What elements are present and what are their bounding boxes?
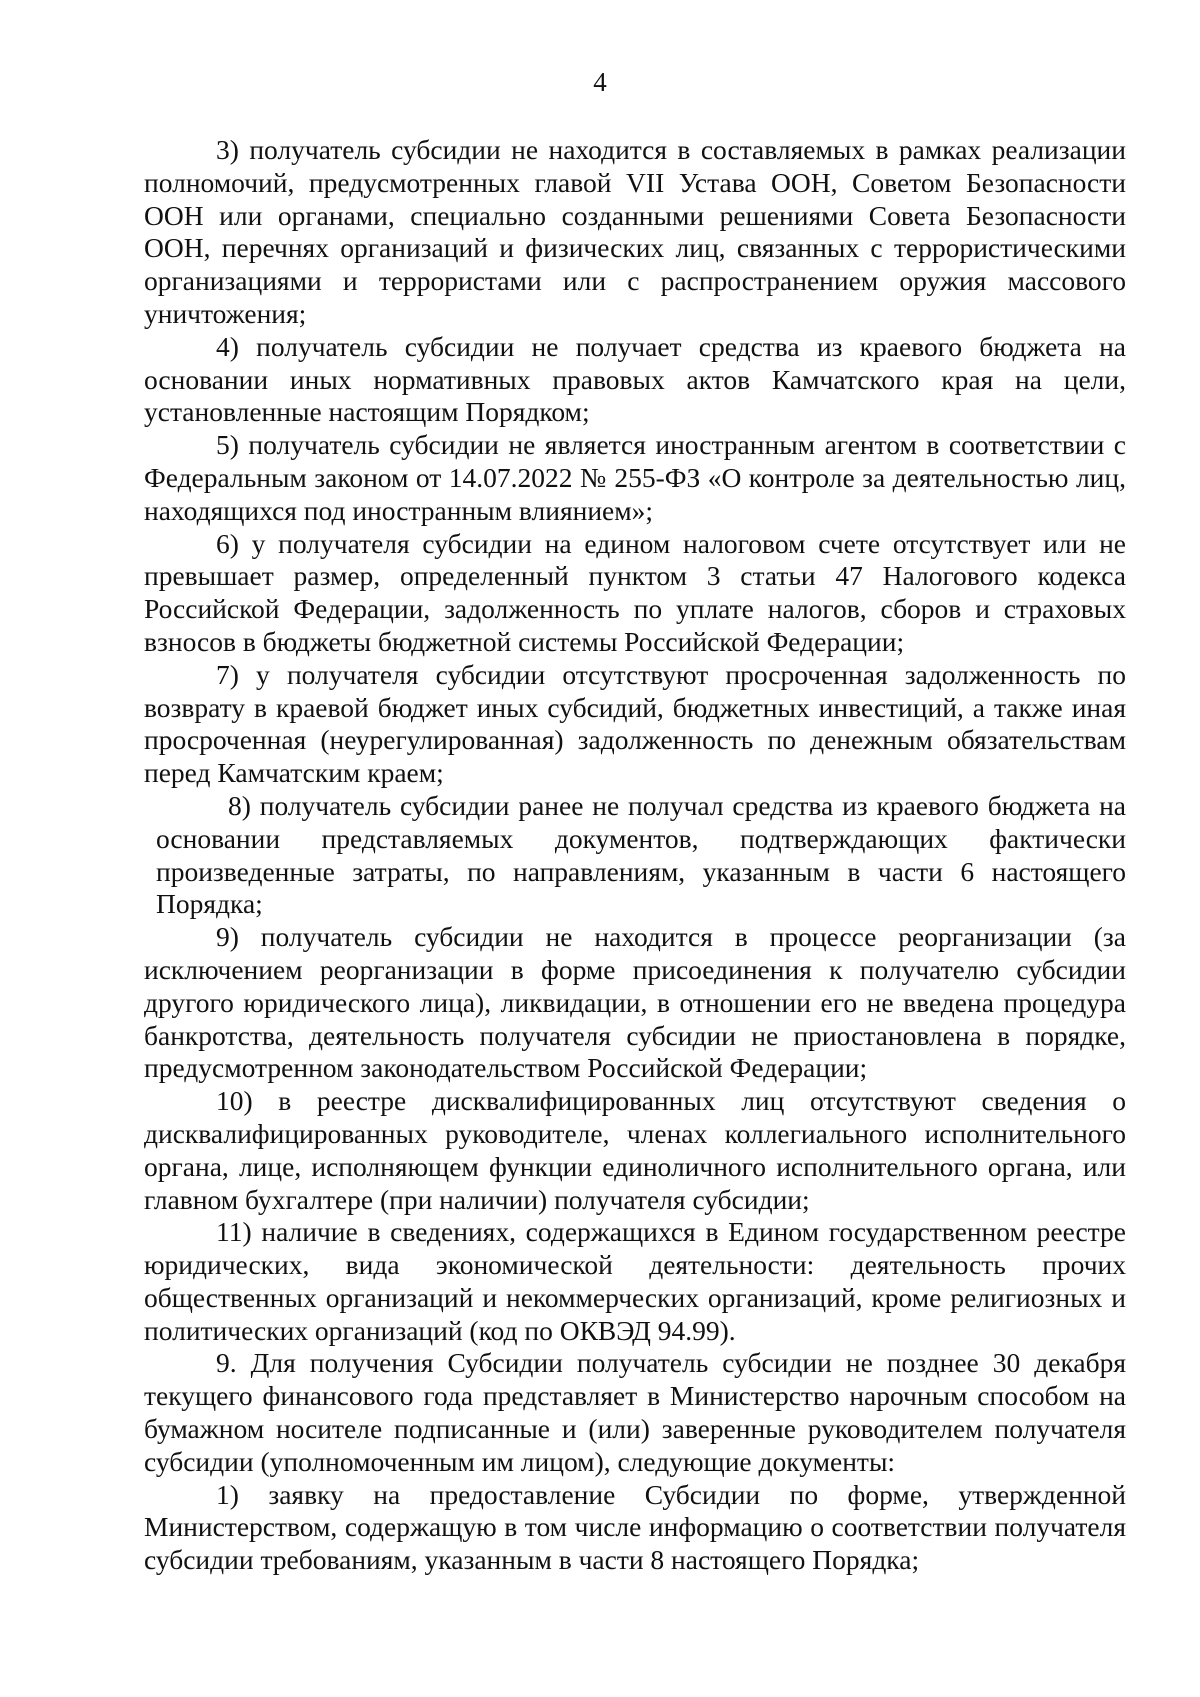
document-body <box>144 134 1126 1577</box>
paragraph-requirement-5: 5) получатель субсидии не является иностранным агентом в соответствии с Федеральным законом от 14.07.2022 № 255-ФЗ «О контроле за деятельностью лиц, находящихся под иностранным влиянием»; <box>144 429 1126 526</box>
paragraph-requirement-3: 3) получатель субсидии не находится в составляемых в рамках реализации полномочий, предусмотренных главой VII Устава ООН, Советом Безопасности ООН или органами, специально созданными решениями Совета Безопасности ООН, перечнях организаций и физических лиц, связанных с террористическими организациями и террористами или с распространением оружия массового уничтожения; <box>144 134 1126 329</box>
paragraph-requirement-10: 10) в реестре дисквалифицированных лиц отсутствуют сведения о дисквалифицированных руководителе, членах коллегиального исполнительного органа, лице, исполняющем функции единоличного исполнительного органа, или главном бухгалтере (при наличии) получателя субсидии; <box>144 1085 1126 1215</box>
paragraph-section-9: 9. Для получения Субсидии получатель субсидии не позднее 30 декабря текущего финансового года представляет в Министерство нарочным способом на бумажном носителе подписанные и (или) заверенные руководителем получателя субсидии (уполномоченным им лицом), следующие документы: <box>144 1347 1126 1477</box>
paragraph-requirement-7: 7) у получателя субсидии отсутствуют просроченная задолженность по возврату в краевой бюджет иных субсидий, бюджетных инвестиций, а также иная просроченная (неурегулированная) задолженность по денежным обязательствам перед Камчатским краем; <box>144 658 1126 789</box>
paragraph-document-1: 1) заявку на предоставление Субсидии по форме, утвержденной Министерством, содержащую в том числе информацию о соответствии получателя субсидии требованиям, указанным в части 8 настоящего Порядка; <box>144 1478 1126 1576</box>
paragraph-requirement-9: 9) получатель субсидии не находится в процессе реорганизации (за исключением реорганизации в форме присоединения к получателю субсидии другого юридического лица), ликвидации, в отношении его не введена процедура банкротства, деятельность получателя субсидии не приостановлена в порядке, предусмотренном законодательством Российской Федерации; <box>144 921 1126 1084</box>
paragraph-requirement-6: 6) у получателя субсидии на едином налоговом счете отсутствует или не превышает размер, определенный пунктом 3 статьи 47 Налогового кодекса Российской Федерации, задолженность по уплате налогов, сборов и страховых взносов в бюджеты бюджетной системы Российской Федерации; <box>144 527 1126 657</box>
paragraph-requirement-11: 11) наличие в сведениях, содержащихся в Едином государственном реестре юридических, вида экономической деятельности: деятельность прочих общественных организаций и некоммерческих организаций, кроме религиозных и политических организаций (код по ОКВЭД 94.99). <box>144 1216 1126 1346</box>
page-number: 4 <box>593 67 607 97</box>
paragraph-requirement-8: 8) получатель субсидии ранее не получал средства из краевого бюджета на основании представляемых документов, подтверждающих фактически произведенные затраты, по направлениям, указанным в части 6 настоящего Порядка; <box>156 789 1126 920</box>
paragraph-requirement-4: 4) получатель субсидии не получает средства из краевого бюджета на основании иных нормативных правовых актов Камчатского края на цели, установленные настоящим Порядком; <box>144 330 1126 428</box>
